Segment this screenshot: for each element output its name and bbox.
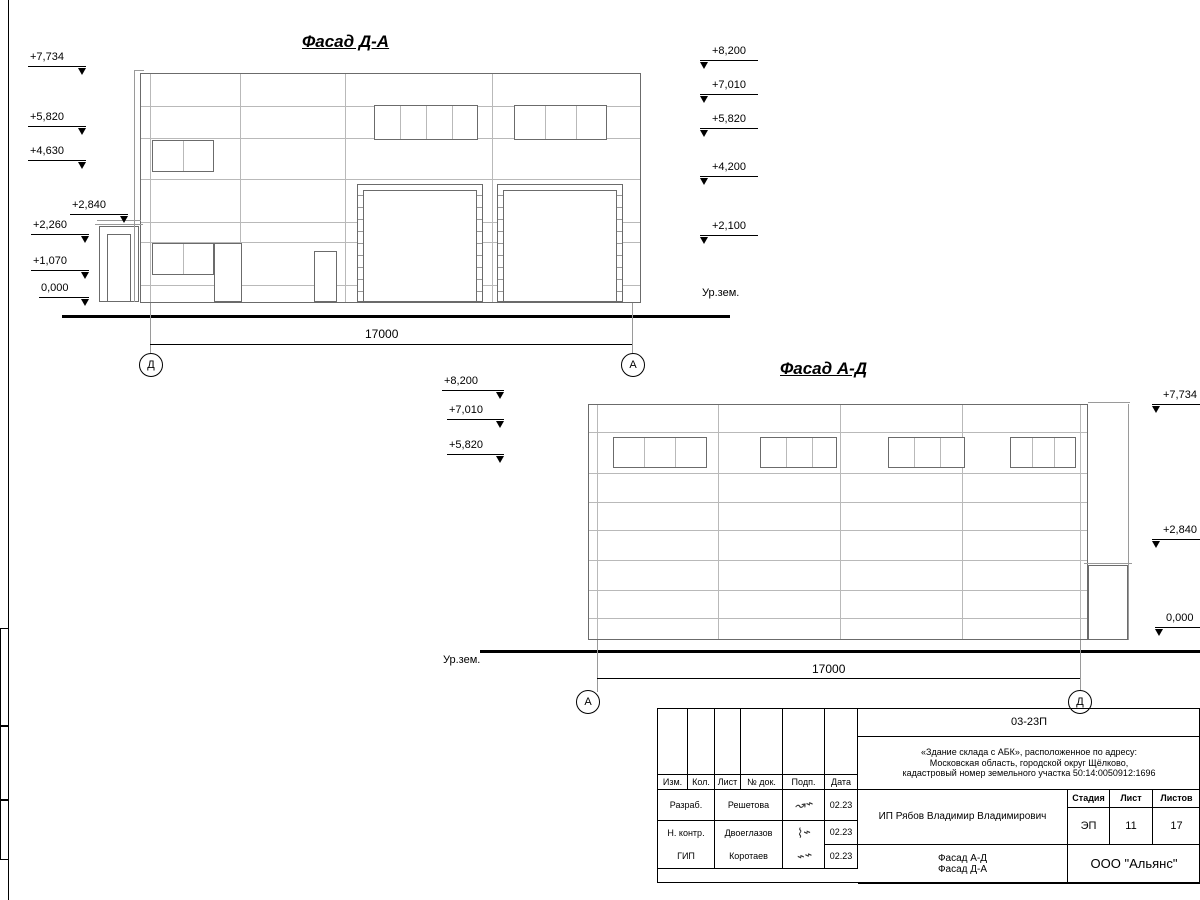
facade-da-level-left-leader-6 (39, 297, 89, 298)
facade-ad-level-mark (1152, 406, 1161, 413)
stamp-date-1: 02.23 (825, 821, 858, 845)
facade-da-axis-line-left (150, 303, 151, 356)
facade-ad-ground-line (480, 650, 1200, 653)
facade-ad-level-right-leader-0 (1152, 404, 1200, 405)
facade-ad-window-3 (888, 437, 965, 468)
stamp-stage-header: Стадия (1068, 790, 1110, 808)
facade-ad-grid-h (589, 432, 1087, 433)
facade-ad-grid-h (589, 590, 1087, 591)
stamp-name-0: Решетова (715, 790, 783, 821)
facade-da-level-left-leader-0 (28, 66, 86, 67)
signature-mark: ⌇⌁ (794, 823, 812, 841)
facade-da-level-left-leader-4 (31, 234, 89, 235)
facade-da-level-left-leader-5 (31, 270, 89, 271)
facade-da-porch-roof (95, 224, 143, 225)
facade-ad-porch (1088, 565, 1128, 640)
stamp-header-list: Лист (715, 775, 741, 790)
facade-ad-window-2 (760, 437, 837, 468)
facade-da-parapet (134, 70, 144, 71)
stamp-header-podp: Подп. (783, 775, 825, 790)
facade-da-axis-left: Д (139, 353, 163, 377)
facade-ad-window-mullion (914, 438, 915, 467)
facade-ad-level-mark (496, 392, 505, 399)
stamp-name-1: Двоеглазов (715, 821, 783, 845)
facade-da-level-left-leader-3 (70, 214, 128, 215)
stamp-date-2: 02.23 (825, 845, 858, 869)
facade-ad-grid-v (597, 405, 598, 639)
facade-ad-grid-v (840, 405, 841, 639)
object-description-line-2: Московская область, городской округ Щёлково, (929, 757, 1129, 768)
facade-da-window-mullion (545, 106, 546, 139)
signature-mark: ↝⌁ (792, 794, 815, 814)
facade-ad-grid-h (589, 502, 1087, 503)
facade-ad-grid-h (589, 560, 1087, 561)
stamp-col-blank-4 (741, 709, 783, 775)
facade-ad-window-4 (1010, 437, 1076, 468)
facade-ad-axis-right: Д (1068, 690, 1092, 714)
facade-ad-level-mark (1152, 541, 1161, 548)
facade-da-axis-right: А (621, 353, 645, 377)
stamp-sheet-header: Лист (1110, 790, 1153, 808)
facade-da-gate-2-inner (503, 190, 617, 302)
facade-da-door-2 (314, 251, 337, 302)
facade-ad-grid-h (589, 473, 1087, 474)
facade-da-level-left-6: 0,000 (41, 282, 69, 294)
facade-da-level-right-leader-4 (700, 235, 758, 236)
facade-ad-level-left-leader-0 (442, 390, 504, 391)
facade-ad-axis-left: А (576, 690, 600, 714)
facade-ad-ground-label: Ур.зем. (443, 654, 481, 666)
stamp-project-code: 03-23П (858, 709, 1200, 737)
stamp-name-2: Коротаев (715, 845, 783, 869)
facade-da-level-left-0: +7,734 (30, 51, 64, 63)
sheet-title-line-1: Фасад А-Д (937, 852, 988, 864)
facade-da-grid-v (492, 74, 493, 302)
stamp-sheet-value: 11 (1110, 808, 1153, 845)
facade-da-ground-line (62, 315, 730, 318)
stamp-role-0: Разраб. (658, 790, 715, 821)
facade-ad-level-right-0: +7,734 (1163, 389, 1197, 401)
facade-da-level-left-leader-2 (28, 160, 86, 161)
facade-da-left-edge (134, 70, 135, 302)
facade-ad-grid-v (1080, 405, 1081, 639)
facade-ad-right-edge (1128, 404, 1129, 640)
facade-da-axis-line-right (632, 303, 633, 356)
facade-ad-level-left-leader-2 (447, 454, 504, 455)
facade-da-porch-door (107, 234, 131, 302)
stamp-role-2: ГИП (658, 845, 715, 869)
facade-da-level-left-5: +1,070 (33, 255, 67, 267)
facade-ad-level-right-leader-1 (1152, 539, 1200, 540)
facade-da-grid-v (345, 74, 346, 302)
facade-ad-level-left-leader-1 (447, 419, 504, 420)
stamp-col-blank-1 (658, 709, 688, 775)
facade-ad-title: Фасад А-Д (780, 359, 868, 378)
facade-ad-level-left-2: +5,820 (449, 439, 483, 451)
facade-da-level-mark (700, 96, 709, 103)
sheet-title-line-2: Фасад Д-А (937, 864, 988, 875)
facade-ad-level-right-leader-2 (1155, 627, 1200, 628)
stamp-role-1: Н. контр. (658, 821, 715, 845)
facade-da-level-mark (81, 272, 90, 279)
facade-ad-window-mullion (940, 438, 941, 467)
facade-da-level-mark (78, 128, 87, 135)
facade-ad-axis-line-right (1080, 640, 1081, 692)
facade-da-level-mark (700, 178, 709, 185)
facade-da-grid-v (150, 74, 151, 302)
facade-ad-grid-h (589, 618, 1087, 619)
stamp-col-blank-5 (783, 709, 825, 775)
stamp-sheets-value: 17 (1153, 808, 1200, 845)
facade-da-grid-h (141, 179, 640, 180)
facade-ad-dimension-value: 17000 (812, 662, 846, 676)
facade-ad-level-right-2: 0,000 (1166, 612, 1194, 624)
stamp-col-blank-3 (715, 709, 741, 775)
stamp-sheet-title (858, 845, 1068, 884)
facade-ad-grid-v (718, 405, 719, 639)
facade-ad-level-mark (496, 456, 505, 463)
facade-ad-window-1 (613, 437, 707, 468)
facade-da-dimension-value: 17000 (365, 327, 399, 341)
facade-da-level-right-1: +7,010 (712, 79, 746, 91)
facade-ad-axis-line-left (597, 640, 598, 692)
stamp-sign-0 (783, 790, 825, 821)
facade-ad-porch-roof (1084, 563, 1132, 564)
facade-da-level-mark (700, 237, 709, 244)
facade-da-window-mullion (183, 141, 184, 171)
object-description-line-1: «Здание склада с АБК», расположенное по адресу: (921, 747, 1137, 758)
facade-ad-window-mullion (1054, 438, 1055, 467)
stamp-stage-value: ЭП (1068, 808, 1110, 845)
stamp-header-izm: Изм. (658, 775, 688, 790)
facade-da-window-mullion (452, 106, 453, 139)
facade-da-door-1 (214, 243, 242, 302)
facade-ad-window-mullion (675, 438, 676, 467)
stamp-sheets-header: Листов (1153, 790, 1200, 808)
stamp-date-0: 02.23 (825, 790, 858, 821)
facade-da-level-right-2: +5,820 (712, 113, 746, 125)
stamp-header-doc: № док. (741, 775, 783, 790)
facade-ad-level-left-0: +8,200 (444, 375, 478, 387)
facade-da-level-mark (81, 299, 90, 306)
facade-da-level-right-leader-3 (700, 176, 758, 177)
facade-ad-window-mullion (1032, 438, 1033, 467)
facade-ad-level-mark (496, 421, 505, 428)
facade-da-level-left-3: +2,840 (72, 199, 106, 211)
facade-da-window-mullion (400, 106, 401, 139)
facade-da-dimension-line (150, 344, 632, 345)
facade-da-level-right-leader-1 (700, 94, 758, 95)
facade-da-ground-label: Ур.зем. (702, 287, 740, 299)
facade-da-window-mullion (183, 244, 184, 274)
sheet-frame-box-2 (0, 726, 9, 800)
stamp-header-data: Дата (825, 775, 858, 790)
facade-ad-window-mullion (786, 438, 787, 467)
facade-da-level-left-leader-1 (28, 126, 86, 127)
facade-da-level-right-3: +4,200 (712, 161, 746, 173)
facade-da-gate-1-inner (363, 190, 477, 302)
facade-da-level-left-2: +4,630 (30, 145, 64, 157)
facade-da-level-mark (700, 130, 709, 137)
facade-da-window-mullion (576, 106, 577, 139)
stamp-developer: ИП Рябов Владимир Владимирович (858, 790, 1068, 845)
facade-ad-level-right-1: +2,840 (1163, 524, 1197, 536)
facade-da-level-mark (81, 236, 90, 243)
title-block (657, 708, 1200, 883)
facade-da-level-right-leader-2 (700, 128, 758, 129)
facade-ad-window-mullion (644, 438, 645, 467)
facade-ad-dimension-line (597, 678, 1080, 679)
facade-ad-level-left-1: +7,010 (449, 404, 483, 416)
facade-ad-top-edge (1088, 402, 1130, 403)
facade-da-level-mark (700, 62, 709, 69)
facade-ad-level-mark (1155, 629, 1164, 636)
sheet-frame-box-3 (0, 800, 9, 860)
facade-da-level-right-leader-0 (700, 60, 758, 61)
object-description-line-3: кадастровый номер земельного участка 50:14:0050912:1696 (902, 768, 1156, 779)
stamp-company: ООО "Альянс" (1068, 845, 1200, 884)
facade-da-window-upper-2 (514, 105, 607, 140)
stamp-col-blank-6 (825, 709, 858, 775)
facade-da-window-mullion (426, 106, 427, 139)
facade-da-level-mark (78, 162, 87, 169)
stamp-object-description (858, 737, 1200, 790)
facade-ad-window-mullion (812, 438, 813, 467)
stamp-col-blank-2 (688, 709, 715, 775)
signature-mark: ⌁⌁ (794, 846, 813, 865)
facade-ad-grid-h (589, 530, 1087, 531)
facade-da-level-left-4: +2,260 (33, 219, 67, 231)
stamp-sign-2 (783, 845, 825, 869)
facade-da-level-right-0: +8,200 (712, 45, 746, 57)
sheet-frame-box-1 (0, 628, 9, 726)
facade-da-level-right-4: +2,100 (712, 220, 746, 232)
facade-da-level-mark (78, 68, 87, 75)
facade-da-title: Фасад Д-А (302, 32, 390, 51)
facade-da-level-mark (120, 216, 129, 223)
stamp-header-kol: Кол. (688, 775, 715, 790)
facade-da-level-left-1: +5,820 (30, 111, 64, 123)
stamp-sign-1 (783, 821, 825, 845)
